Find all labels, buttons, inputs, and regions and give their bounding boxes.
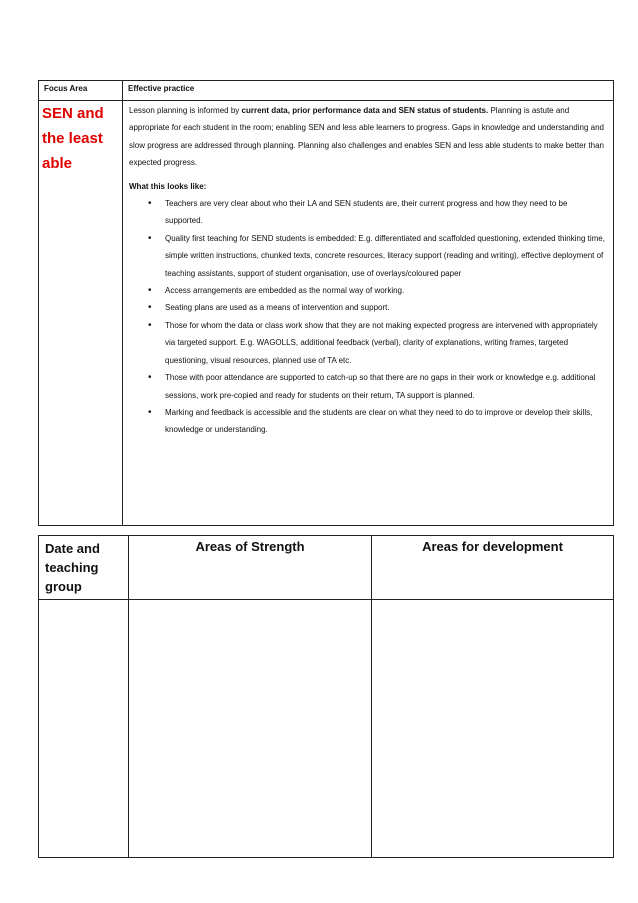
areas-for-development-cell[interactable] xyxy=(372,600,614,858)
focus-area-header: Focus Area xyxy=(39,81,123,101)
focus-area-cell xyxy=(39,101,123,526)
table-row xyxy=(39,600,614,858)
list-item: • Access arrangements are embedded as the normal way of working. xyxy=(165,282,607,299)
practice-list xyxy=(129,195,607,439)
areas-of-strength-cell[interactable] xyxy=(129,600,372,858)
intro-paragraph xyxy=(129,102,607,172)
list-item: • Teachers are very clear about who their LA and SEN students are, their current progress and how they need to be supported. xyxy=(165,195,607,230)
list-item: • Those with poor attendance are supported to catch-up so that there are no gaps in their work or knowledge e.g. additional sessions, work pre-copied and ready for students on their return, TA support is planned. xyxy=(165,369,607,404)
focus-area-title: SEN and the least able xyxy=(42,105,104,172)
list-item: • Those for whom the data or class work show that they are not making expected progress are intervened with appropriately via targeted support. E.g. WAGOLLS, additional feedback (verbal), clarity of explanations, writing frames, targeted questioning, visual resources, planned use of TA etc. xyxy=(165,317,607,369)
intro-rest: Planning is astute and appropriate for each student in the room; enabling SEN and less able learners to progress. Gaps in knowledge and understanding and slow progress are addressed through planning. Planning also challenges and enables SEN and less able students to make better than expected progress. xyxy=(129,106,604,168)
intro-bold: current data, prior performance data and SEN status of students. xyxy=(241,106,489,115)
effective-practice-header: Effective practice xyxy=(123,81,614,101)
evaluation-table xyxy=(38,535,614,858)
effective-practice-cell xyxy=(123,101,614,526)
table-header-row xyxy=(39,81,614,101)
date-teaching-group-cell[interactable] xyxy=(39,600,129,858)
effective-practice-table xyxy=(38,80,614,526)
areas-of-strength-header: Areas of Strength xyxy=(129,536,372,600)
looks-like-heading: What this looks like: xyxy=(129,181,207,191)
date-teaching-group-header: Date and teaching group xyxy=(39,536,129,600)
intro-prefix: Lesson planning is informed by xyxy=(129,106,242,115)
table-row xyxy=(39,101,614,526)
list-item: • Marking and feedback is accessible and the students are clear on what they need to do to improve or develop their skills, knowledge or understanding. xyxy=(165,404,607,439)
list-item: • Seating plans are used as a means of intervention and support. xyxy=(165,299,607,316)
list-item: • Quality first teaching for SEND students is embedded: E.g. differentiated and scaffolded questioning, extended thinking time, simple written instructions, chunked texts, concrete resources, literacy support (reading and writing), effective deployment of teaching assistants, support of student organisation, use of overlays/coloured paper xyxy=(165,230,607,282)
table-header-row xyxy=(39,536,614,600)
areas-for-development-header: Areas for development xyxy=(372,536,614,600)
